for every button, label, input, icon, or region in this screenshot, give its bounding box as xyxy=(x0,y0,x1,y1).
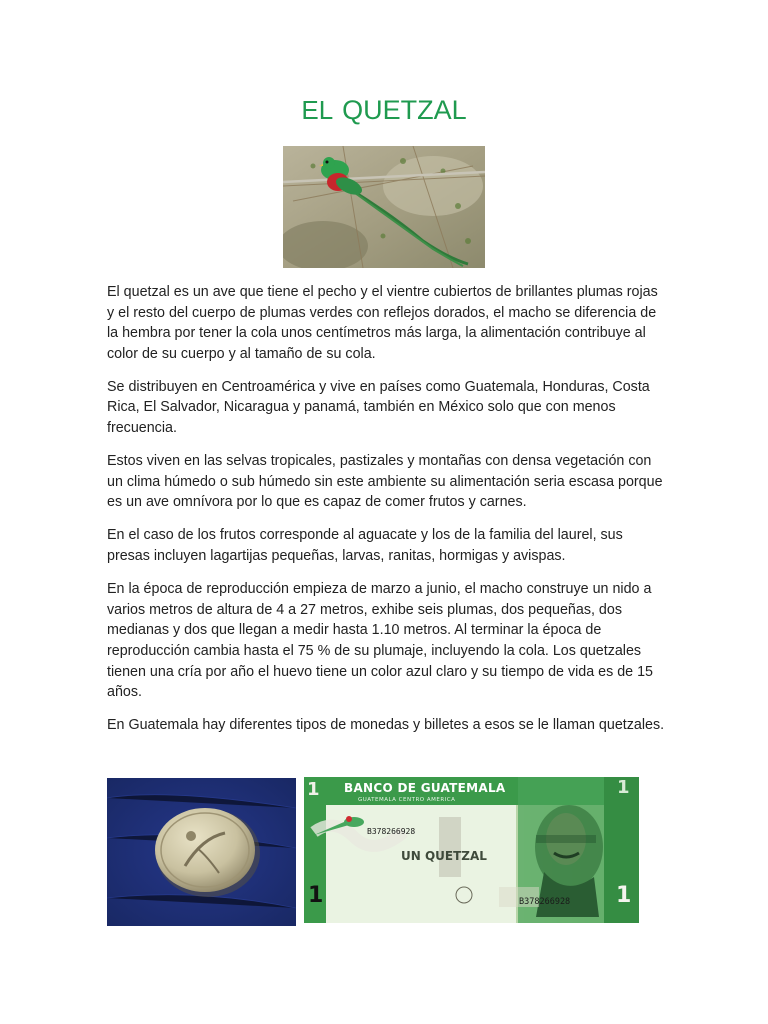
paragraph-currency: En Guatemala hay diferentes tipos de monedas y billetes a esos se le llaman quetzales. xyxy=(107,717,665,734)
quetzal-banknote xyxy=(304,777,639,923)
banknote-serial-bottom: B378266928 xyxy=(519,897,571,907)
banknote-numeral-bottom-left: 1 xyxy=(308,883,324,908)
title-part-2: QUETZAL xyxy=(342,95,467,125)
page-title xyxy=(0,88,768,130)
paragraph-description: El quetzal es un ave que tiene el pecho y el vientre cubiertos de brillantes plumas rojas y el resto del cuerpo de plumas verdes con reflejos dorados, el macho se diferencia de la hembra por tener la cola unos centímetros más larga, la alimentación contribuye al color de su cuerpo y al tamaño de su cola. xyxy=(107,284,658,362)
banknote-numeral-bottom-right: 1 xyxy=(616,883,632,908)
banknote-subtitle: GUATEMALA CENTRO AMERICA xyxy=(358,797,456,803)
banknote-serial-top: B378266928 xyxy=(367,827,416,836)
paragraph-distribution: Se distribuyen en Centroamérica y vive en países como Guatemala, Honduras, Costa Rica, El Salvador, Nicaragua y panamá, también en México solo que con menos frecuencia. xyxy=(107,378,650,437)
quetzal-bird-photo xyxy=(283,146,485,268)
quetzal-coin-photo xyxy=(107,778,296,926)
paragraph-reproduction: En la época de reproducción empieza de marzo a junio, el macho construye un nido a varios metros de altura de 4 a 27 metros, exhibe seis plumas, dos pequeñas, dos medianas y dos que llegan a medir hasta 1.10 metros. Al terminar la época de reproducción cambia hasta el 75 % de su plumaje, incluyendo la cola. Los quetzales tienen una cría por año el huevo tiene un color azul claro y su tiempo de vida es de 15 años. xyxy=(107,581,654,701)
banknote-numeral-top-left: 1 xyxy=(307,779,320,800)
banknote-denomination: UN QUETZAL xyxy=(401,849,487,863)
article-body xyxy=(107,282,667,748)
banknote-bank-name: BANCO DE GUATEMALA xyxy=(344,781,506,795)
banknote-numeral-top-right: 1 xyxy=(617,777,630,798)
title-part-1: EL xyxy=(301,95,334,125)
paragraph-habitat: Estos viven en las selvas tropicales, pastizales y montañas con densa vegetación con un clima húmedo o sub húmedo sin este ambiente su alimentación seria escasa porque es un ave omnívora por lo que es capaz de comer frutos y carnes. xyxy=(107,453,663,511)
paragraph-diet: En el caso de los frutos corresponde al aguacate y los de la familia del laurel, sus presas incluyen lagartijas pequeñas, larvas, ranitas, hormigas y avispas. xyxy=(107,527,623,565)
